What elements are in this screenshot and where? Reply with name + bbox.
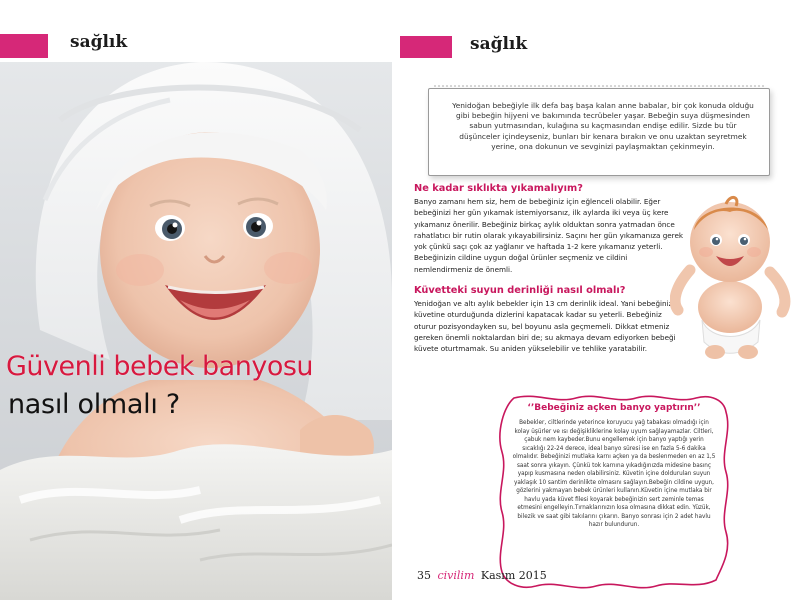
baby-under-towel-photo (0, 0, 392, 600)
article-headline (6, 352, 313, 419)
page-number: 35 (417, 569, 431, 582)
paragraph-frequency: Banyo zamanı hem siz, hem de bebeğiniz için eğlenceli olabilir. Eğer bebeğinizi her gün yıkamak istemiyorsanız, ilk aylarda iki veya üç kere yıkamanız önerilir. Bebeğiniz birkaç aylık olduktan sonra yatmadan önce rahatlatıcı bir rutin olarak yıkayabilirsiniz. Saçını her gün yıkamanıza gerek yok çünkü saçı çok az yağlanır ve haftada 1-2 kere yıkamanız yeterli. Bebeğinizin cildine uygun doğal ürünler seçmeniz ve cildini nemlendirmeniz de önemli. (414, 197, 684, 274)
page-footer (417, 569, 547, 582)
left-page (0, 0, 392, 600)
right-page (400, 0, 800, 600)
tip-title: ‘’Bebeğiniz açken banyo yaptırın’’ (527, 403, 701, 413)
section-label: sağlık (470, 34, 528, 54)
headline-line-1: Güvenli bebek banyosu (6, 351, 314, 382)
paragraph-water-depth: Yenidoğan ve altı aylık bebekler için 13 cm derinlik ideal. Yani bebeğiniz küvetine oturduğunda dizlerini kapatacak kadar su yeterli. Bebeğiniz oturur pozisyondayken su, bel boyunu asla geçmemeli. Dikkat etmeniz gereken önemli noktalardan biri de; su akmaya devam ediyorken bebeği küvete oturtmamak. Su aniden yükselebilir ve tehlike yaratabilir. (414, 299, 676, 354)
magazine-name: civilim (437, 569, 475, 582)
intro-paragraph: Yenidoğan bebeğiyle ilk defa baş başa kalan anne babalar, bir çok konuda olduğu gibi bebeğin hijyeni ve bakımında tecrübeler yaşar. Bebeğin suya düşmesinden sabun yutmasından, kulağına su kaçmasından endişe edilir. Sizde bu tür düşünceler içindeyseniz, bunları bir kenara bırakın ve onu uzaktan seyretmek yerine, ona dokunun ve sevginizi paylaşmaktan çekinmeyin. (428, 88, 770, 176)
tip-body: Bebekler, ciltlerinde yeterince koruyucu yağ tabakası olmadığı için kolay üşürler ve ısı değişikliklerine kolay uyum sağlayamazlar. Ciltleri, çabuk nem kaybeder.Bunu engellemek için banyo yaptığı yerin sıcaklığı 22-24 derece, ideal banyo süresi ise en fazla 5-6 dakika olmalıdır. Bebeğinizi mutlaka karnı açken ya da beslenmeden en az 1,5 saat sonra yıkayın. Çünkü tok karnına yıkadığınızda midesine basınç yapıp kusmasına neden olabilirsiniz. Küvetin içine doldurulan suyun yaklaşık 10 santim derinlikte olmasını sağlayın.Bebeğin cildine uygun, gözlerini yakmayan bebek ürünleri kullanın.Küvetin içine mutlaka bir havlu yada küvet filesi koyarak bebeğinizin sert zeminle temas etmesini engelleyin.Tırnaklarınızın kısa olmasına dikkat edin. Yüzük, bilezik ve saat gibi takılarını çıkarın. Banyo sonrası için 2 adet havlu hazır bulundurun. (512, 420, 716, 528)
section-label: sağlık (70, 32, 128, 52)
decorative-dotted-border (428, 78, 770, 88)
subheading-water-depth: Küvetteki suyun derinliği nasıl olmalı? (414, 285, 626, 296)
toddler-photo (670, 192, 795, 362)
subheading-frequency: Ne kadar sıklıkta yıkamalıyım? (414, 183, 583, 194)
section-tab-marker (0, 34, 48, 58)
issue-date: Kasım 2015 (480, 569, 547, 582)
headline-line-2: nasıl olmalı ? (8, 388, 180, 420)
section-tab-marker (400, 36, 452, 58)
